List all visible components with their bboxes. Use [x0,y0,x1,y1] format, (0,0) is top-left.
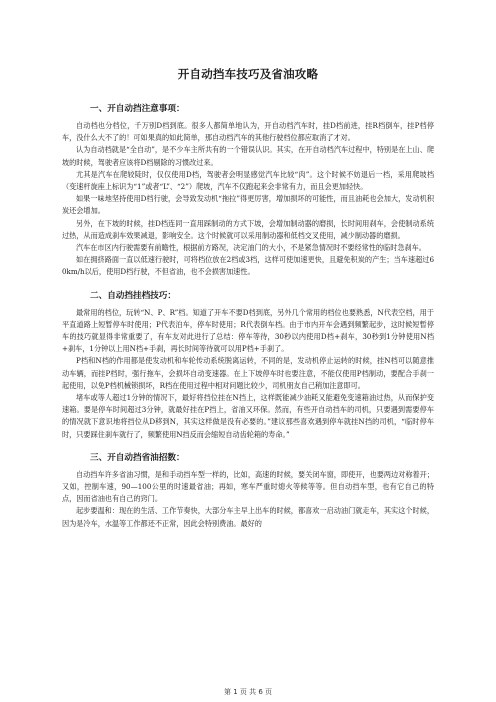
paragraph: 起步要温和：现在的生活、工作节奏快，大部分车主早上出车的时候，都喜欢一启动油门就走车，其实这个时候，因为是冷车，水温等工作都还不正常，因此会特别费油。最好的 [62,506,434,528]
section-3 [62,451,434,530]
section-heading: 三、开自动挡省油招数： [90,452,185,463]
page-footer: 第 1 页 共 6 页 [223,688,273,696]
section-2 [62,289,434,441]
paragraph: 如果一味地坚持使用D档行驶，会导致发动机“拖拉”得更厉害，增加损坏的可能性，而且油耗也会加大，发动机积炭还会增加。 [62,194,434,216]
section-1 [62,102,434,279]
paragraph: 另外，在下坡的时候，挂D档连同一直用踩制动的方式下坡，会增加制动器的磨损，长时间用刹车，会使制动系统过热，从而造成刹车效果减退，影响安全。这个时候就可以采用制动器和低档交叉使用，减少制动器的磨损。 [62,218,434,240]
paragraph: 认为自动档就是“全自动”，是不少车主所共有的一个错误认识。其实，在开自动档汽车过程中，特别是在上山、爬坡的时候，驾驶者应该将D档剔除的习惯改过来。 [62,145,434,167]
paragraph: P档和N档的作用都是使发动机和车轮传动系统脱离运转，不同的是，发动机停止运转的时候，挂N档可以随意推动车辆，而挂P档时，强行拖车，会损坏自动变速器。在上下坡停车时也要注意，不能仅使用P档制动，要配合手刹一起使用，以免P档机械锁损坏，R档在使用过程中相对问题比较少，司机朋友自己稍加注意即可。 [62,356,434,390]
section-heading: 一、开自动挡注意事项： [90,104,185,114]
paragraph: 自动挡车许多省油习惯，是和手动挡车型一样的，比如，高速的时候，要关闭车窗，即使开，也要两边对称着开；又如，控制车速，90—100公里的时速最省油；再如，寒车严重时熄火等候等等。但自动挡车型，也有它自己的特点，因而省油也有自己的窍门。 [62,469,434,504]
paragraph: 自动档也分档位，千万别D档到底。很多人都简单地认为，开自动档汽车时，挂D档前进，挂R档倒车，挂P档停车，没什么大不了的！可如果真的如此简单，那自动档汽车的其他行驶档位都应取消了才对。 [62,121,434,143]
paragraph: 堵车或等人超过1分钟的情况下，最好将挡位挂在N挡上，这样既能减少油耗又能避免变速箱油过热，从而保护变速箱。要是停车时间超过3分钟，就最好挂在P挡上，省油又环保。然而，有些开自动挡车的司机，只要遇到需要停车的情况就下意识地将挡位从D移到N，其实这样做是没有必要的。”建议那些喜欢遇到停车就挂N挡的司机，“临时停车时，只要踩住刹车就行了，频繁使用N挡反而会缩短自动齿轮箱的寿命。” [62,393,434,439]
document-title: 开自动挡车技巧及省油攻略 [177,67,319,81]
paragraph: 最常用的档位，玩转“N、P、R”档。知道了开车不要D档到底，另外几个常用的档位也要熟悉，N代表空档，用于平直道路上短暂停车时使用；P代表泊车，停车时使用；R代表倒车档。由于市内开车会遇到频繁起步，这时候短暂停车的技巧就显得非常重要了，有车友对此进行了总结：停车等待，30秒以内使用D档+刹车，30秒到1分钟使用N档+刹车，1分钟以上用N档+手刹，再长时间等待就可以用P档+手刹了。 [62,307,434,354]
paragraph: 汽车在市区内行驶需要有前瞻性，根据前方路况，决定油门的大小，不是紧急情况时不要经常性的临时急刹车。 [76,243,426,253]
paragraph: 尤其是汽车在爬较陡时，仅仅使用D档，驾驶者会明显感觉汽车比较“肉”。这个时候不妨退后一档，采用爬坡档（变速杆旋座上标识为“1”或者“L”、“2”）爬坡，汽车不仅跑起来会非常有力，而且会更加轻快。 [62,169,434,192]
section-heading: 二、自动挡挂档技巧： [90,290,176,301]
paragraph: 如在拥挤路面一直以低速行驶时，可将档位放在2档或3档，这样可使加速更快，且避免积炭的产生；当车速超过60km/h以后，使用D档行驶，不但省油，也不会损害加速性。 [62,255,434,277]
